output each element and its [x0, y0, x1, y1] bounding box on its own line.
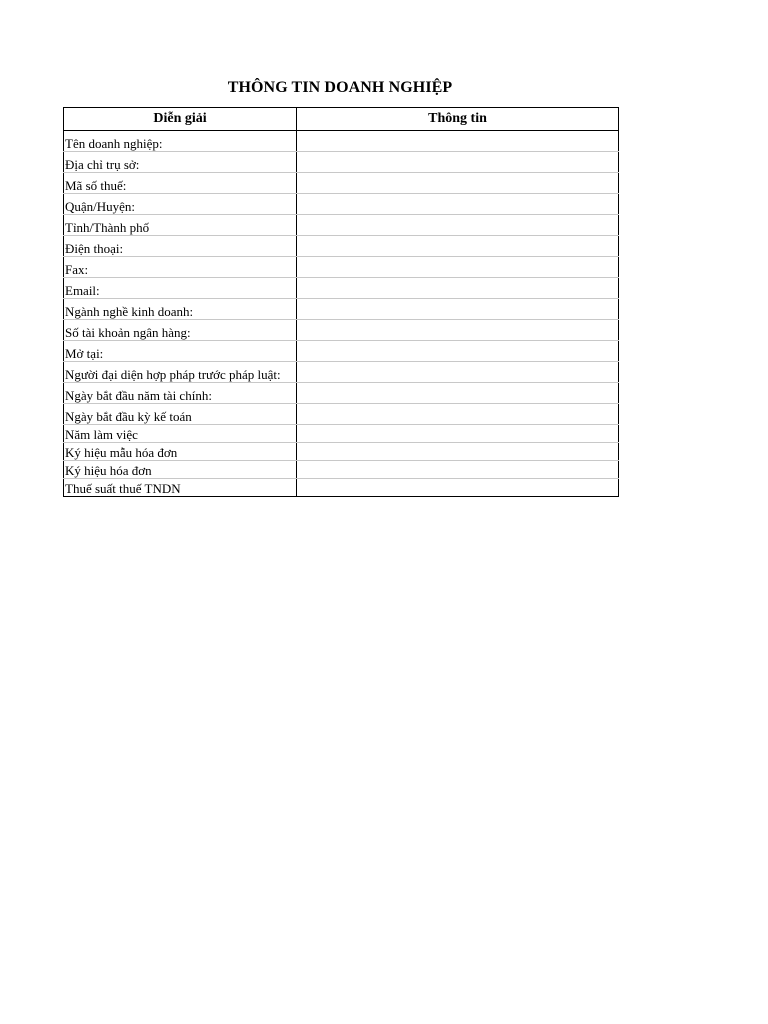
- table-row: [64, 461, 619, 479]
- row-value-head-office-address[interactable]: [297, 152, 619, 173]
- row-value-bank-account[interactable]: [297, 320, 619, 341]
- row-label-business-line: Ngành nghề kinh doanh:: [64, 299, 297, 320]
- row-label-phone: Điện thoại:: [64, 236, 297, 257]
- row-value-district[interactable]: [297, 194, 619, 215]
- row-label-invoice-template-code: Ký hiệu mẫu hóa đơn: [64, 443, 297, 461]
- page-title: THÔNG TIN DOANH NGHIỆP: [227, 79, 453, 96]
- row-label-email: Email:: [64, 278, 297, 299]
- row-value-email[interactable]: [297, 278, 619, 299]
- table-row: [64, 236, 619, 257]
- company-info-table: [63, 107, 619, 497]
- table-row: [64, 131, 619, 152]
- row-label-fax: Fax:: [64, 257, 297, 278]
- table-row: [64, 383, 619, 404]
- header-description: Diễn giải: [64, 108, 297, 131]
- row-value-cit-rate[interactable]: [297, 479, 619, 497]
- row-label-company-name: Tên doanh nghiệp:: [64, 131, 297, 152]
- row-value-company-name[interactable]: [297, 131, 619, 152]
- table-row: [64, 341, 619, 362]
- row-value-invoice-template-code[interactable]: [297, 443, 619, 461]
- row-label-head-office-address: Địa chỉ trụ sở:: [64, 152, 297, 173]
- row-value-province-city[interactable]: [297, 215, 619, 236]
- row-value-working-year[interactable]: [297, 425, 619, 443]
- row-label-opened-at: Mở tại:: [64, 341, 297, 362]
- row-label-legal-representative: Người đại diện hợp pháp trước pháp luật:: [64, 362, 297, 383]
- row-value-tax-code[interactable]: [297, 173, 619, 194]
- row-label-accounting-period-start: Ngày bắt đầu kỳ kế toán: [64, 404, 297, 425]
- row-label-cit-rate: Thuế suất thuế TNDN: [64, 479, 297, 497]
- row-value-phone[interactable]: [297, 236, 619, 257]
- row-value-accounting-period-start[interactable]: [297, 404, 619, 425]
- table-row: [64, 215, 619, 236]
- row-value-business-line[interactable]: [297, 299, 619, 320]
- table-row: [64, 404, 619, 425]
- table-row: [64, 173, 619, 194]
- table-row: [64, 320, 619, 341]
- table-row: [64, 479, 619, 497]
- row-label-province-city: Tỉnh/Thành phố: [64, 215, 297, 236]
- row-label-tax-code: Mã số thuế:: [64, 173, 297, 194]
- table-row: [64, 443, 619, 461]
- header-information: Thông tin: [297, 108, 619, 131]
- row-label-fiscal-year-start: Ngày bắt đầu năm tài chính:: [64, 383, 297, 404]
- row-value-invoice-code[interactable]: [297, 461, 619, 479]
- row-label-working-year: Năm làm việc: [64, 425, 297, 443]
- row-label-district: Quận/Huyện:: [64, 194, 297, 215]
- table-row: [64, 152, 619, 173]
- row-value-legal-representative[interactable]: [297, 362, 619, 383]
- table-row: [64, 425, 619, 443]
- row-value-fiscal-year-start[interactable]: [297, 383, 619, 404]
- row-label-bank-account: Số tài khoản ngân hàng:: [64, 320, 297, 341]
- table-row: [64, 362, 619, 383]
- table-header-row: [64, 108, 619, 131]
- row-value-fax[interactable]: [297, 257, 619, 278]
- table-row: [64, 278, 619, 299]
- table-row: [64, 257, 619, 278]
- row-label-invoice-code: Ký hiệu hóa đơn: [64, 461, 297, 479]
- row-value-opened-at[interactable]: [297, 341, 619, 362]
- table-row: [64, 194, 619, 215]
- table-row: [64, 299, 619, 320]
